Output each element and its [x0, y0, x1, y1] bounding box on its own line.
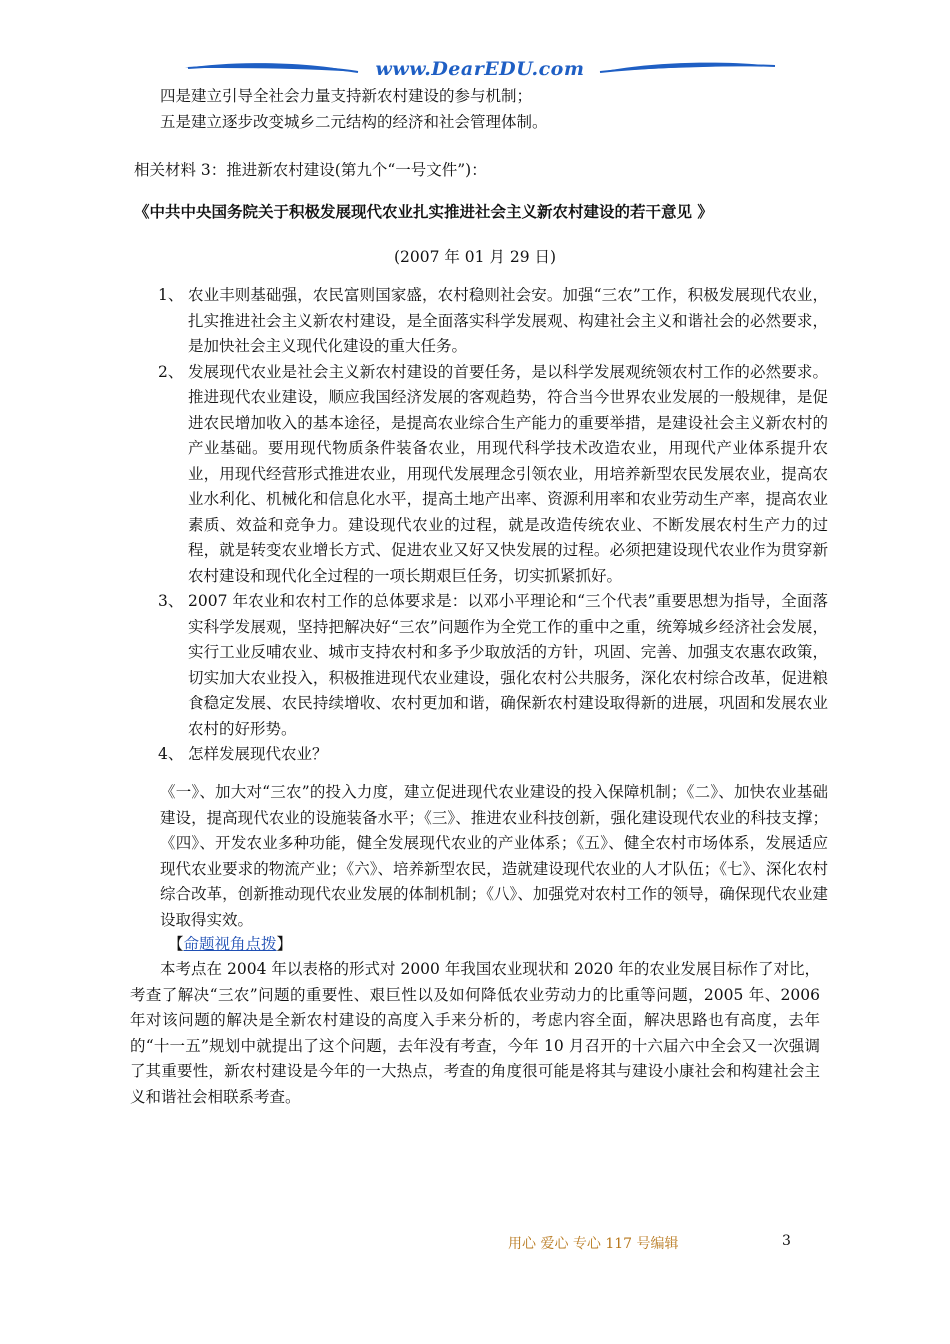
list-item	[158, 589, 828, 742]
list-item	[158, 742, 828, 768]
list-item-text: 农业丰则基础强，农民富则国家盛，农村稳则社会安。加强“三农”工作，积极发展现代农业，扎实推进社会主义新农村建设，是全面落实科学发展观、构建社会主义和谐社会的必然要求，是加快社会主义现代化建设的重大任务。	[188, 286, 828, 355]
list-item-number: 3、	[158, 592, 184, 610]
list-item-number: 2、	[158, 362, 184, 381]
footer-text: 用心 爱心 专心 117 号编辑	[508, 1236, 679, 1252]
list-item-text: 发展现代农业是社会主义新农村建设的首要任务，是以科学发展观统领农村工作的必然要求。推进现代农业建设，顺应我国经济发展的客观趋势，符合当今世界农业发展的一般规律，是促进农民增加收入的基本途径，是提高农业综合生产能力的重要举措，是建设社会主义新农村的产业基础。要用现代物质条件装备农业，用现代科学技术改造农业，用现代产业体系提升农业，用现代经营形式推进农业，用现代发展理念引领农业，用培养新型农民发展农业，提高农业水利化、机械化和信息化水平，提高土地产出率、资源利用率和农业劳动生产率，提高农业素质、效益和竞争力。建设现代农业的过程，就是改造传统农业、不断发展农村生产力的过程，就是转变农业增长方式、促进农业又好又快发展的过程。必须把建设现代农业作为贯穿新农村建设和现代化全过程的一项长期艰巨任务，切实抓紧抓好。	[188, 362, 828, 585]
tip-link[interactable]: 命题视角点拨	[183, 935, 277, 953]
related-material-heading: 相关材料 3：推进新农村建设(第九个“一号文件”)：	[134, 161, 487, 179]
intro-line-5: 五是建立逐步改变城乡二元结构的经济和社会管理体制。	[160, 113, 548, 131]
document-date: (2007 年 01 月 29 日)	[393, 248, 557, 266]
list-item-text: 怎样发展现代农业？	[188, 745, 328, 763]
site-url[interactable]: www.DearEDU.com	[375, 58, 585, 80]
tip-bracket-left: 【	[168, 935, 184, 953]
intro-line-4: 四是建立引导全社会力量支持新农村建设的参与机制；	[160, 87, 533, 105]
analysis-paragraph: 本考点在 2004 年以表格的形式对 2000 年我国农业现状和 2020 年的农业发展目标作了对比，考查了解决“三农”问题的重要性、艰巨性以及如何降低农业劳动力的比重等问题，2005 年、2006 年对该问题的解决是全新农村建设的高度入手来分析的，考虑内容全面，解决思路也有高度，去年的“十一五”规划中就提出了这个问题，去年没有考查，今年 10 月召开的十六届六中全会又一次强调了其重要性，新农村建设是今年的一大热点，考查的角度很可能是将其与建设小康社会和构建社会主义和谐社会相联系考查。	[130, 960, 820, 1106]
list-item-text: 2007 年农业和农村工作的总体要求是：以邓小平理论和“三个代表”重要思想为指导，全面落实科学发展观，坚持把解决好“三农”问题作为全党工作的重中之重，统筹城乡经济社会发展，实行工业反哺农业、城市支持农村和多予少取放活的方针，巩固、完善、加强支农惠农政策，切实加大农业投入，积极推进现代农业建设，强化农村公共服务，深化农村综合改革，促进粮食稳定发展、农民持续增收、农村更加和谐，确保新农村建设取得新的进展，巩固和发展农业农村的好形势。	[188, 592, 828, 738]
list-item	[158, 360, 828, 590]
tip-heading	[168, 932, 292, 954]
numbered-list	[158, 283, 828, 768]
list-item-number: 1、	[158, 286, 184, 304]
document-title: 《中共中央国务院关于积极发展现代农业扎实推进社会主义新农村建设的若干意见 》	[134, 202, 713, 221]
page-number: 3	[782, 1233, 791, 1249]
tip-bracket-right: 】	[276, 935, 293, 953]
measures-paragraph: 《一》、加大对“三农”的投入力度，建立促进现代农业建设的投入保障机制；《二》、加快农业基础建设，提高现代农业的设施装备水平；《三》、推进农业科技创新，强化建设现代农业的科技支撑；《四》、开发农业多种功能，健全发展现代农业的产业体系；《五》、健全农村市场体系，发展适应现代农业要求的物流产业；《六》、培养新型农民，造就建设现代农业的人才队伍；《七》、深化农村综合改革，创新推动现代农业发展的体制机制；《八》、加强党对农村工作的领导，确保现代农业建设取得实效。	[160, 783, 828, 929]
list-item	[158, 283, 828, 360]
site-header	[180, 54, 780, 84]
list-item-number: 4、	[158, 745, 184, 763]
